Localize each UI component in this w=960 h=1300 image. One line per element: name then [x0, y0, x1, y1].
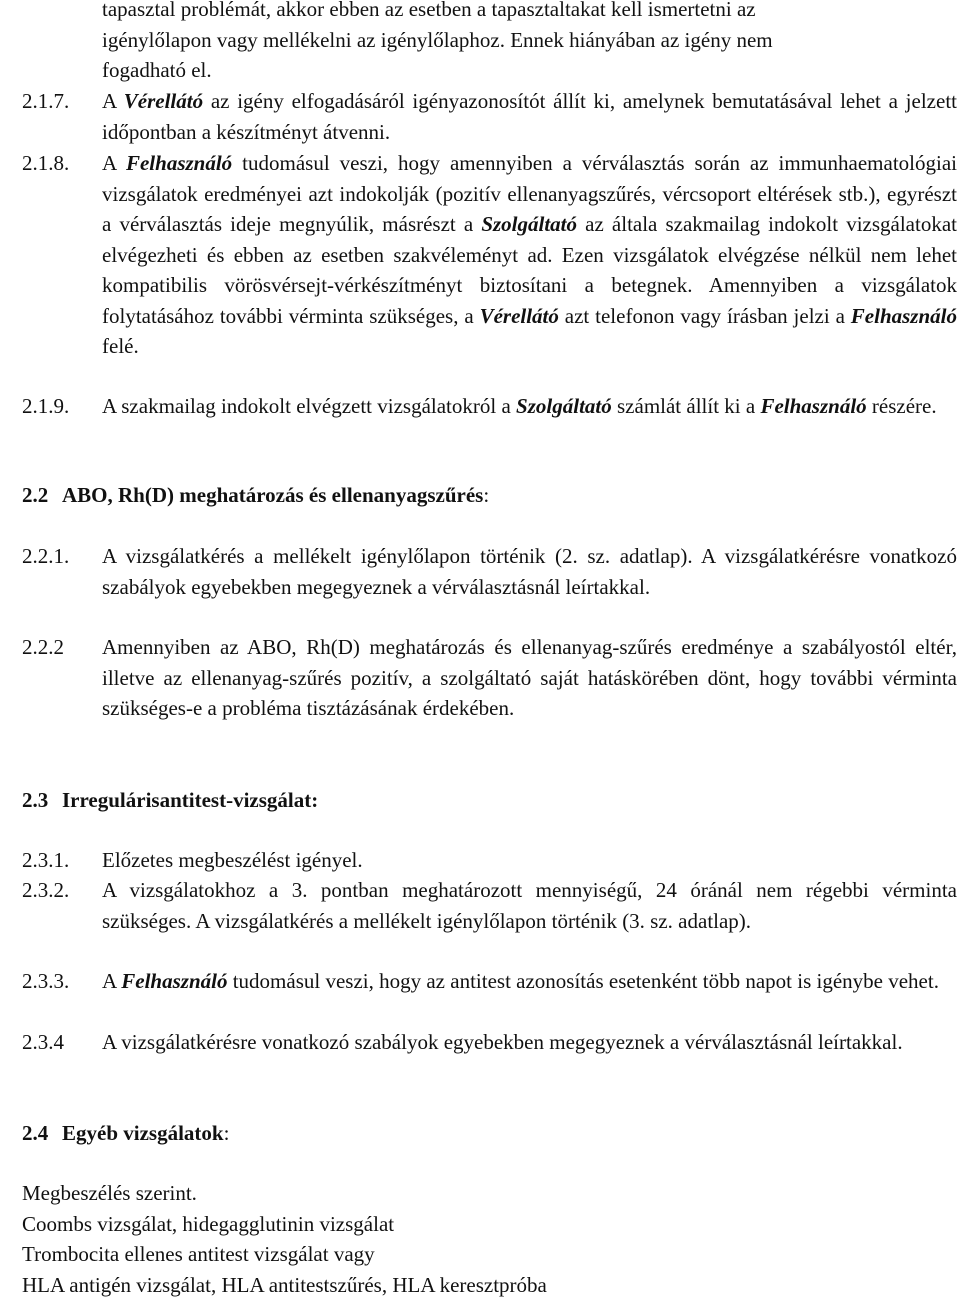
item-text: Amennyiben az ABO, Rh(D) meghatározás és ellenanyag-szűrés eredménye a szabályostól eltér, illetve az ellenanyag-szűrés pozitív, a szolgáltató saját hatáskörében dönt, hogy további vérminta szükséges-e a probléma tisztázásának érdekében. [102, 632, 957, 724]
text-line: fogadható el. [102, 58, 212, 82]
emphasis: Felhasználó [121, 969, 227, 993]
list-item: Trombocita ellenes antitest vizsgálat vagy [22, 1239, 547, 1270]
heading-2-2: 2.2 ABO, Rh(D) meghatározás és ellenanyagszűrés: [22, 480, 489, 511]
emphasis: Felhasználó [760, 394, 866, 418]
section-2-1-8 [22, 148, 957, 362]
emphasis: Felhasználó [851, 304, 957, 328]
section-2-3-2 [22, 875, 957, 936]
item-number: 2.2.1. [22, 541, 69, 572]
heading-number: 2.3 [22, 785, 62, 816]
heading-2-4: 2.4 Egyéb vizsgálatok: [22, 1118, 229, 1149]
item-number: 2.1.8. [22, 148, 69, 179]
emphasis: Felhasználó [126, 151, 232, 175]
item-number: 2.3.3. [22, 966, 69, 997]
item-text: A Vérellátó az igény elfogadásáról igényazonosítót állít ki, amelynek bemutatásával lehet a jelzett időpontban a készítményt átvenni. [102, 86, 957, 147]
emphasis: Vérellátó [124, 89, 203, 113]
emphasis: Szolgáltató [516, 394, 612, 418]
heading-title: Egyéb vizsgálatok [62, 1121, 224, 1145]
other-tests-list [22, 1178, 547, 1300]
list-item: Megbeszélés szerint. [22, 1178, 547, 1209]
item-text: A Felhasználó tudomásul veszi, hogy amennyiben a vérválasztás során az immunhaematológiai vizsgálatok eredményei azt indokolják (pozitív ellenanyagszűrés, vércsoport eltérések stb.), egyrészt a vérválasztás ideje megnyúlik, másrészt a Szolgáltató az általa szakmailag indokolt vizsgálatokat elvégezheti és ebben az esetben szakvéleményt ad. Ezen vizsgálatok elvégzése nélkül nem lehet kompatibilis vörösvérsejt-vérkészítményt biztosítani a betegnek. Amennyiben a vizsgálatok folytatásához további vérminta szükséges, a Vérellátó azt telefonon vagy írásban jelzi a Felhasználó felé. [102, 148, 957, 362]
item-text: A vizsgálatokhoz a 3. pontban meghatározott mennyiségű, 24 óránál nem régebbi vérminta szükséges. A vizsgálatkérés a mellékelt igénylőlapon történik (3. sz. adatlap). [102, 875, 957, 936]
heading-2-3 [22, 785, 318, 816]
item-number: 2.1.9. [22, 391, 69, 422]
heading-title: ABO, Rh(D) meghatározás és ellenanyagszűrés [62, 483, 483, 507]
item-text: A vizsgálatkérés a mellékelt igénylőlapon történik (2. sz. adatlap). A vizsgálatkérésre vonatkozó szabályok egyebekben megegyeznek a vérválasztásnál leírtakkal. [102, 541, 957, 602]
section-2-2-2 [22, 632, 957, 724]
heading-number: 2.2 [22, 480, 62, 511]
item-number: 2.1.7. [22, 86, 69, 117]
section-2-2-1 [22, 541, 957, 602]
heading-number: 2.4 [22, 1118, 62, 1149]
item-number: 2.2.2 [22, 632, 64, 663]
section-2-3-4 [22, 1027, 957, 1058]
item-number: 2.3.1. [22, 845, 69, 876]
paragraph-continuation [22, 0, 957, 86]
section-2-1-9 [22, 391, 957, 422]
list-item: Coombs vizsgálat, hidegagglutinin vizsgálat [22, 1209, 547, 1240]
list-item: HLA antigén vizsgálat, HLA antitestszűrés, HLA keresztpróba [22, 1270, 547, 1300]
item-number: 2.3.2. [22, 875, 69, 906]
emphasis: Vérellátó [480, 304, 559, 328]
section-2-1-7 [22, 86, 957, 147]
item-number: 2.3.4 [22, 1027, 64, 1058]
item-text: Előzetes megbeszélést igényel. [102, 845, 957, 876]
section-2-3-1 [22, 845, 957, 876]
section-2-3-3 [22, 966, 957, 997]
item-text: A vizsgálatkérésre vonatkozó szabályok egyebekben megegyeznek a vérválasztásnál leírtakkal. [102, 1027, 957, 1058]
heading-title: Irregulárisantitest-vizsgálat: [62, 788, 318, 812]
item-text: A szakmailag indokolt elvégzett vizsgálatokról a Szolgáltató számlát állít ki a Felhasználó részére. [102, 391, 957, 422]
item-text: A Felhasználó tudomásul veszi, hogy az antitest azonosítás esetenként több napot is igénybe vehet. [102, 966, 957, 997]
text-line: igénylőlapon vagy mellékelni az igénylőlaphoz. Ennek hiányában az igény nem [102, 28, 773, 52]
text-line: tapasztal problémát, akkor ebben az esetben a tapasztaltakat kell ismertetni az [102, 0, 756, 21]
emphasis: Szolgáltató [481, 212, 577, 236]
